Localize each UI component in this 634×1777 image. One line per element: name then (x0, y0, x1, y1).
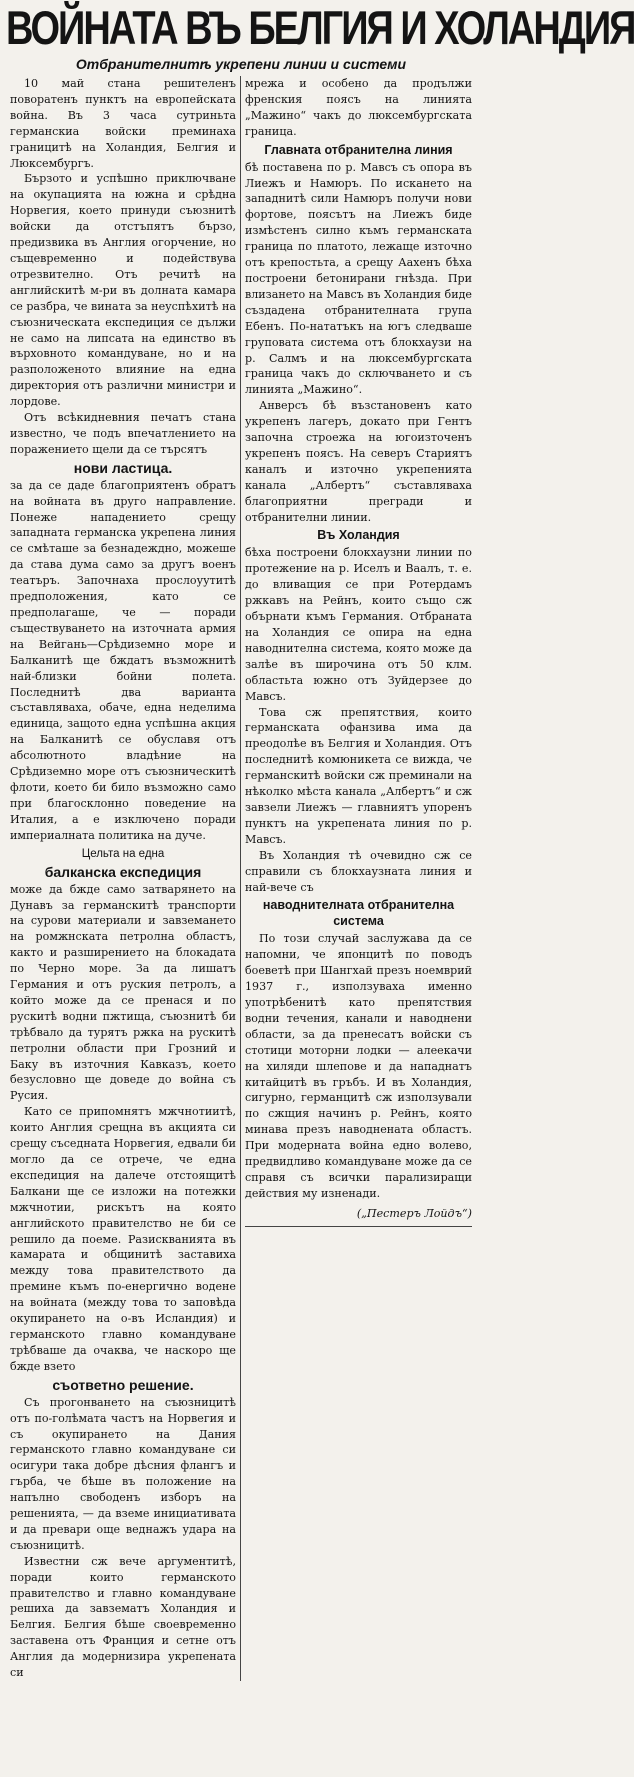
paragraph: мрежа и особено да продължи френския поясъ на линията „Мажино“ чакъ до люксембургската граница. (245, 77, 472, 138)
paragraph: Анверсъ бѣ възстановенъ като укрепенъ лагеръ, докато при Гентъ започна строежа на югоизточенъ укрепенъ поясъ. На северъ Стариятъ каналъ и източно укрепенията канала „Албертъ“ съставляваха благоприятни прегради и отбранителни линии. (245, 399, 472, 524)
paragraph: Отъ всѣкидневния печатъ стана известно, че подъ впечатлението на поражението щели да се търсятъ (10, 411, 236, 456)
paragraph: Въ Холандия тѣ очевидно сж се справили съ блокхаузната линия и най-вече съ (245, 848, 472, 894)
right-column (241, 76, 476, 1681)
section-heading: Въ Холандия (317, 528, 400, 543)
section-heading: съответно решение. (52, 1376, 194, 1393)
section-heading: нови ластица. (73, 459, 173, 476)
paragraph: Това сж препятствия, които германската офанзива има да преодолѣе въ Белгия и Холандия. Отъ последнитѣ комюникета се вижда, че германскитѣ войски сж преминали на нѣколко мѣста канала „Албертъ“ и сж завзели Лиежъ — главниятъ упоренъ пунктъ на укрепената линия по р. Мавсъ. (245, 705, 472, 846)
paragraph: Съ прогонването на съюзницитѣ отъ по-голѣмата частъ на Норвегия и съ окупирането на Дания германското главно командуване си осигури така добре дѣсния флангъ и гърба, че бѣше въ положение на напълно свободенъ изборъ на решенията, — да вземе инициативата и да превари още веднажъ удара на съюзницитѣ. (10, 1395, 236, 1552)
subheadline: Отбранителнитѣ укрепени линии и системи (75, 56, 407, 72)
section-heading-intro: Цельта на една (81, 847, 165, 860)
paragraph: бѣха построени блокхаузни линии по протежение на р. Иселъ и Ваалъ, т. е. до вливащия се при Ротердамъ ржкавъ на Рейнъ, които също сж обърнати къмъ Германия. Отбраната на Холандия се опира на една наводнителна система, която може да залѣе въ широчина отъ 50 клм. областьта южно отъ Зуйдерзее до Мавсъ. (245, 546, 472, 703)
paragraph: Като се припомнятъ мжчнотиитѣ, които Англия срещна въ акцията си срещу съседната Норвегия, едвали би могло да се отрече, че една експедиция на далече отстоящитѣ Балкани ще се изложи на потежки мжчнотии, рискътъ на която английското правителство не би се решило да поеме. Разискванията въ камарата и общинитѣ заставиха между това правителството да премине къмъ по-енергично водене на войната (между това то заповѣда окупирането на о-въ Исландия) и германското главно командуване трѣбваше да очаква, че наскоро ще бжде взето (10, 1105, 236, 1373)
paragraph: По този случай заслужава да се напомни, че японцитѣ по поводъ боеветѣ при Шангхай презъ ноемврий 1937 г., използуваха именно употрѣбенитѣ като препятствия водни течения, канали и наводнени области, за да пренесатъ войски съ стотици моторни лодки — алеекачи на хиляди шлепове и да нападнатъ китайцитѣ въ гръбъ. И въ Холандия, сигурно, германцитѣ сж използували по сжщия начинъ р. Рейнъ, която минава презъ наводнената областъ. При модерната война едно волево, предвидливо командуване може да се справя съ всички парализиращи действия му изненади. (245, 932, 472, 1200)
section-heading: Главната отбранителна линия (264, 142, 453, 157)
headline: ВОЙНАТА ВЪ БЕЛГИЯ И ХОЛАНДИЯ (6, 2, 634, 56)
paragraph: Бързото и успѣшно приключване на окупацията на южна и срѣдна Норвегия, което принуди съюзнитѣ войски да отстъпятъ бързо, предизвика въ Англия огорчение, но същевременно и подействува отрезвително. Отъ речитѣ на английскитѣ м-ри въ долната камара се разбра, че вината за неуспѣхитѣ на съюзническата експедиция се дължи не само на липсата на единство въ върховното командуване, но и на разположеното влияние на една директория отъ различни министри и лордове. (10, 172, 236, 409)
column-end-rule (245, 1226, 472, 1227)
section-heading: наводнителната отбранителна система (262, 898, 455, 929)
left-column (6, 76, 241, 1681)
paragraph: за да се даде благоприятенъ обратъ на войната въ друго направление. Понеже нападението срещу западната германска укрепена линия се смѣташе за безнадеждно, можеше да става дума само за другъ военъ театъръ. Започнаха прослоуутитѣ предположения, като се предполагаше, че — поради съществуването на източната армия на Вейгань—Срѣдиземно море и Балканитѣ ще бждатъ възможнитѣ най-близки бойни полета. Последнитѣ два варианта съставляваха, обаче, една неделима единица, защото една успѣшна акция на Балканитѣ се обуславя отъ абсолютното владѣние на Срѣдиземно море отъ съюзническитѣ флоти, което би било възможно само при благосклонно поведение на Италия, а е изключено поради империалната политика на дуче. (10, 478, 236, 842)
paragraph: Известни сж вече аргументитѣ, поради които германското правителство и главно командуване решиха да завзематъ Холандия и Белгия. Белгия бѣше своевременно заставена отъ Франция и сетне отъ Англия да модернизира укрепената си (10, 1554, 236, 1680)
section-heading: балканска експедиция (44, 863, 202, 880)
paragraph: 10 май стана решителенъ поворатенъ пунктъ на европейската война. Въ 3 часа сутриньта германскиа войски преминаха границитѣ на Холандия, Белгия и Люксембургъ. (10, 77, 236, 170)
source-credit: („Пестеръ Лойдъ“) (356, 1206, 472, 1220)
paragraph: бѣ поставена по р. Мавсъ съ опора въ Лиежъ и Намюръ. По искането на западнитѣ сили Намюръ получи нови фортове, поясътъ на Лиежъ биде измѣстенъ силно къмъ германската граница по платото, лежаще източно отъ крепостьта, а срещу Аахенъ бѣха построени бетонирани гнѣзда. При влизането на Мавсъ въ Холандия биде създадена отбранителната група Ебенъ. По-нататъкъ на югъ следваше груповата система отъ блокхаузи на р. Салмъ и на люксембургската граница чакъ до сключването и съ линията „Мажино“. (245, 160, 472, 397)
paragraph: може да бжде само затварянето на Дунавъ за германскитѣ транспорти на сурови материали и завземането на ромжнската петролна областъ, както и разширението на блокадата по Черно море. За да лишатъ Германия и отъ руския петролъ, а който може да се пренася и по рускитѣ водни пжтища, съюзнитѣ би трѣбвало да турятъ ржка на рускитѣ петролни области при Грозний и Баку въ източния Кавказъ, което безусловно ще доведе до война съ Русия. (10, 882, 236, 1103)
article-columns (6, 76, 476, 1681)
